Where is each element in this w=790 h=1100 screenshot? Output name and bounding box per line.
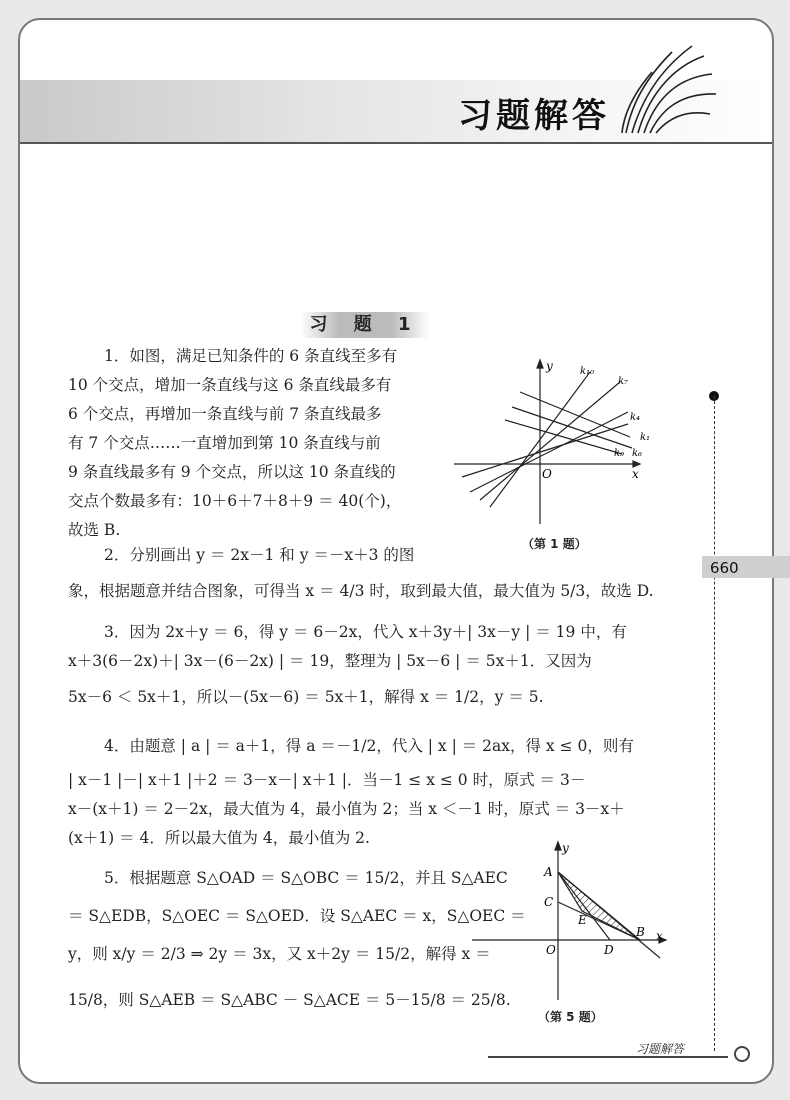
text-line: y，则 x/y ＝ 2/3 ⇒ 2y ＝ 3x，又 x＋2y ＝ 15/2，解得 x ＝ xyxy=(68,945,491,963)
text-line: (x＋1) ＝ 4．所以最大值为 4，最小值为 2. xyxy=(68,829,370,847)
footer-rule xyxy=(488,1056,728,1058)
footer-text: 习题解答 xyxy=(636,1042,685,1056)
text-line: 故选 B. xyxy=(68,521,121,539)
text-line: x－(x＋1) ＝ 2－2x，最大值为 4，最小值为 2；当 x ＜－1 时，原式 ＝ 3－x＋ xyxy=(68,800,625,818)
fig5-origin-label: O xyxy=(546,943,556,957)
text-line: 4．由题意 | a | ＝ a＋1，得 a ＝－1/2，代入 | x | ＝ 2ax，得 x ≤ 0，则有 xyxy=(104,737,634,755)
text-line: 5x－6 ＜ 5x＋1，所以－(5x－6) ＝ 5x＋1，解得 x ＝ 1/2，y ＝ 5. xyxy=(68,688,544,706)
header-title: 习题解答 xyxy=(458,96,610,136)
fig1-y-arrow xyxy=(537,360,543,368)
page-number-tab xyxy=(702,556,790,578)
fig1-label-k10: k₁₀ xyxy=(580,366,595,377)
side-dashed-line xyxy=(714,396,715,1051)
fig1-caption: （第 1 题） xyxy=(522,537,587,551)
text-line: 交点个数最多有：10＋6＋7＋8＋9 ＝ 40(个)， xyxy=(68,492,402,510)
fig1-line-k1 xyxy=(520,392,630,437)
fig5-point-A: A xyxy=(544,865,553,879)
fig5-y-label: y xyxy=(562,841,569,855)
text-line: 9 条直线最多有 9 个交点，所以这 10 条直线的 xyxy=(68,463,396,481)
fig1-label-k6: k₆ xyxy=(632,448,643,459)
text-line: 10 个交点，增加一条直线与这 6 条直线最多有 xyxy=(68,376,392,394)
figure-1 xyxy=(450,352,670,527)
text-line: | x－1 |－| x＋1 |＋2 ＝ 3－x－| x＋1 |．当－1 ≤ x ≤ 0 时，原式 ＝ 3－ xyxy=(68,771,586,789)
grass-icon xyxy=(612,38,722,138)
fig5-point-C: C xyxy=(544,895,554,909)
text-line: 1．如图，满足已知条件的 6 条直线至多有 xyxy=(104,347,398,365)
fig1-origin-label: O xyxy=(542,467,552,481)
fig5-x-label: x xyxy=(656,929,663,943)
text-line: 2．分别画出 y ＝ 2x－1 和 y ＝－x＋3 的图 xyxy=(104,546,415,564)
fig5-point-D: D xyxy=(604,943,614,957)
section-title: 习 题 1 xyxy=(300,312,430,338)
fig1-label-k1: k₁ xyxy=(640,432,651,443)
fig1-label-k9: k₉ xyxy=(614,448,625,459)
text-line: 有 7 个交点……一直增加到第 10 条直线与前 xyxy=(68,434,381,452)
header-rule xyxy=(20,142,772,144)
fig5-point-E: E xyxy=(578,913,587,927)
fig5-caption: （第 5 题） xyxy=(538,1010,603,1024)
fig5-shaded-region xyxy=(558,872,640,940)
text-line: ＝ S△EDB，S△OEC ＝ S△OED．设 S△AEC ＝ x，S△OEC ＝ xyxy=(68,907,526,925)
fig1-label-k7: k₇ xyxy=(618,376,629,387)
footer-circle-icon xyxy=(734,1046,750,1062)
fig1-label-k4: k₄ xyxy=(630,412,641,423)
fig1-x-label: x xyxy=(632,467,639,481)
figure-5 xyxy=(470,840,670,1010)
text-line: 3．因为 2x＋y ＝ 6，得 y ＝ 6－2x，代入 x＋3y＋| 3x－y | ＝ 19 中，有 xyxy=(104,623,627,641)
text-line: x＋3(6－2x)＋| 3x－(6－2x) | ＝ 19，整理为 | 5x－6 | ＝ 5x＋1．又因为 xyxy=(68,652,592,670)
page-number: 099 xyxy=(710,558,739,576)
text-line: 象，根据题意并结合图象，可得当 x ＝ 4/3 时，取到最大值，最大值为 5/3，故选 D. xyxy=(68,582,654,600)
text-line: 5．根据题意 S△OAD ＝ S△OBC ＝ 15/2，并且 S△AEC xyxy=(104,869,508,887)
text-line: 6 个交点，再增加一条直线与前 7 条直线最多 xyxy=(68,405,382,423)
fig1-y-label: y xyxy=(546,359,553,373)
fig5-point-B: B xyxy=(636,925,645,939)
fig5-y-arrow xyxy=(555,842,561,850)
text-line: 15/8，则 S△AEB ＝ S△ABC － S△ACE ＝ 5－15/8 ＝ 25/8. xyxy=(68,991,511,1009)
fig1-line-k7 xyxy=(480,382,620,500)
